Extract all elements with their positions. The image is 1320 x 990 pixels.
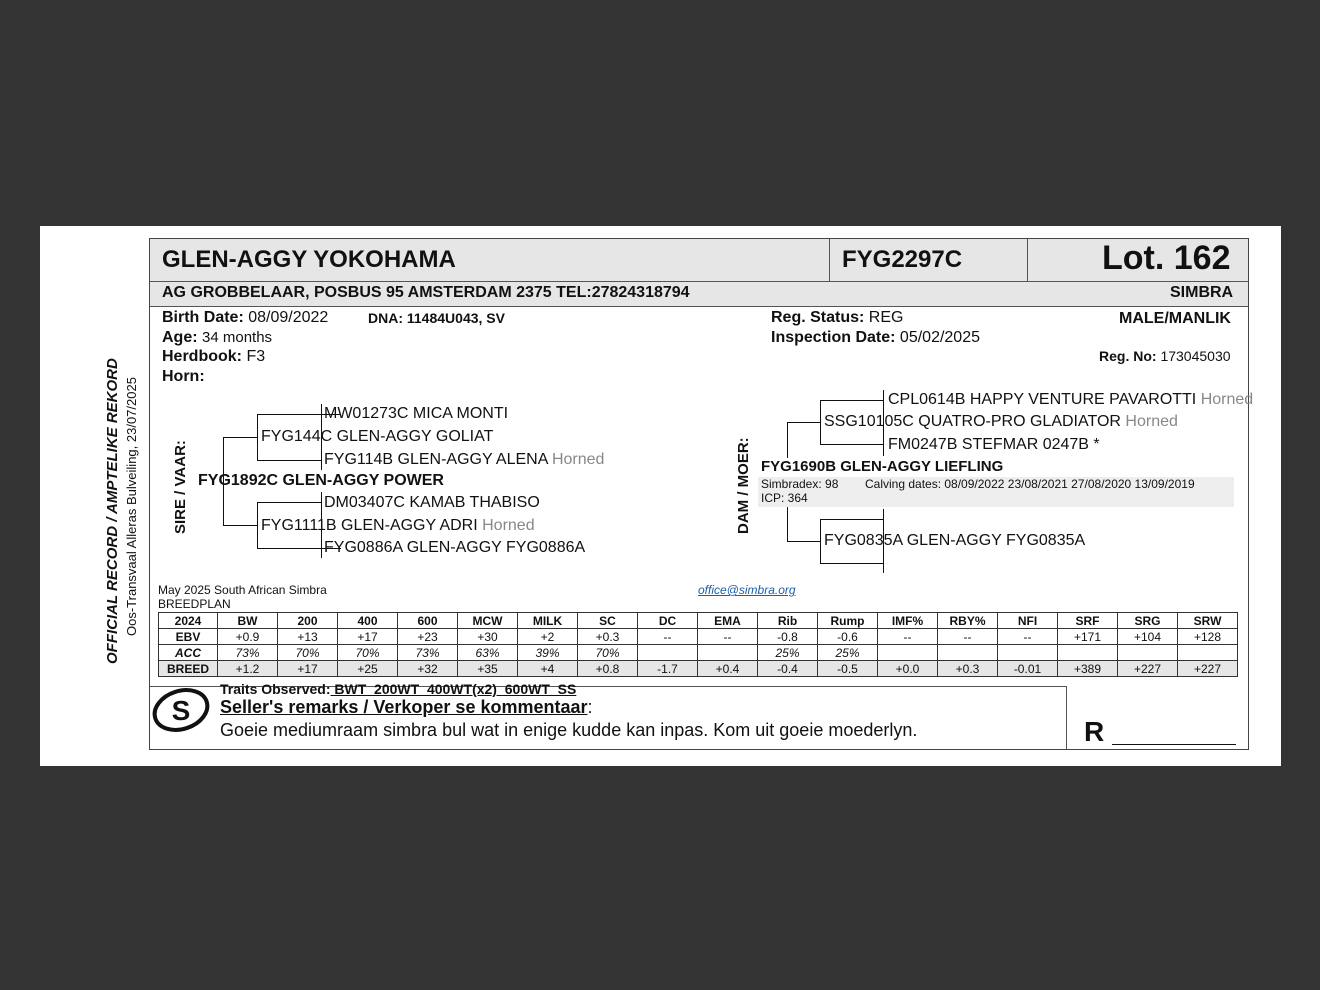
table-cell: +2 (518, 629, 578, 645)
icp: ICP: 364 (761, 491, 808, 505)
reg-no-value: 173045030 (1160, 348, 1231, 364)
table-cell: Rib (758, 613, 818, 629)
table-cell: -0.8 (758, 629, 818, 645)
table-cell: +35 (458, 661, 518, 677)
table-cell (878, 645, 938, 661)
table-cell: -- (938, 629, 998, 645)
tree-line (257, 414, 258, 460)
table-cell: SC (578, 613, 638, 629)
row-label-cell: ACC (159, 645, 218, 661)
official-record-label: OFFICIAL RECORD / AMPTELIKE REKORD (104, 358, 121, 664)
breeder-info: AG GROBBELAAR, POSBUS 95 AMSTERDAM 2375 TEL:27824318794 (162, 284, 690, 301)
dam-label: DAM / MOER: (735, 437, 752, 534)
table-cell (1178, 645, 1238, 661)
remarks-text: Goeie mediumraam simbra bul wat in enige kudde kan inpas. Kom uit goeie moederlyn. (220, 720, 918, 740)
animal-id: FYG2297C (842, 246, 963, 273)
table-cell: SRW (1178, 613, 1238, 629)
table-cell (698, 645, 758, 661)
table-cell: -0.01 (998, 661, 1058, 677)
breed-name: SIMBRA (1170, 284, 1234, 301)
tree-line (257, 502, 321, 503)
calving-dates: Calving dates: 08/09/2022 23/08/2021 27/08/2020 13/09/2019 (865, 477, 1195, 491)
sire-dam-dam: FYG0886A GLEN-AGGY FYG0886A (324, 539, 586, 556)
table-cell (1118, 645, 1178, 661)
dam-sire-sire (888, 391, 1253, 409)
table-cell: EMA (698, 613, 758, 629)
table-cell: +4 (518, 661, 578, 677)
row-label-cell: 2024 (159, 613, 218, 629)
table-row (159, 613, 1238, 629)
tree-line (223, 525, 257, 526)
table-cell (938, 645, 998, 661)
svg-text:S: S (171, 695, 191, 726)
sire-dam-name: FYG1111B GLEN-AGGY ADRI (261, 517, 478, 534)
table-cell: SRG (1118, 613, 1178, 629)
table-cell: 70% (338, 645, 398, 661)
sire-dam (261, 517, 535, 535)
r-line[interactable] (1112, 744, 1236, 745)
table-cell: +171 (1058, 629, 1118, 645)
table-cell: +17 (338, 629, 398, 645)
breedplan-date: May 2025 South African Simbra (158, 583, 327, 597)
table-cell: +0.3 (938, 661, 998, 677)
sire-sire-dam-name: FYG114B GLEN-AGGY ALENA (324, 451, 548, 468)
table-cell: BW (218, 613, 278, 629)
herdbook (162, 348, 265, 366)
tree-line (223, 437, 257, 438)
tree-line (820, 400, 884, 401)
birth-date-value: 08/09/2022 (248, 309, 329, 326)
horned-note: Horned (1125, 413, 1178, 430)
table-cell: -0.4 (758, 661, 818, 677)
sire-name: FYG1892C GLEN-AGGY POWER (198, 472, 444, 489)
horned-note: Horned (1200, 391, 1254, 408)
table-cell: MCW (458, 613, 518, 629)
table-cell: +227 (1178, 661, 1238, 677)
table-cell: RBY% (938, 613, 998, 629)
divider (1066, 686, 1067, 749)
traits-value: BWT 200WT 400WT(x2) 600WT SS (330, 681, 577, 697)
reg-no-label: Reg. No: (1099, 348, 1157, 364)
sire-dam-sire: DM03407C KAMAB THABISO (324, 494, 540, 511)
table-cell: +25 (338, 661, 398, 677)
table-cell: +23 (398, 629, 458, 645)
tree-line (820, 444, 884, 445)
table-row (159, 629, 1238, 645)
tree-line (787, 507, 788, 541)
table-cell: 25% (758, 645, 818, 661)
herdbook-value: F3 (246, 348, 266, 365)
horned-note: Horned (482, 517, 535, 534)
inspection-date-value: 05/02/2025 (899, 329, 980, 346)
table-cell: +0.4 (698, 661, 758, 677)
lot-number: Lot. 162 (1102, 239, 1231, 277)
table-cell: DC (638, 613, 698, 629)
tree-line (257, 502, 258, 548)
sale-name-label: Oos-Transvaal Alleras Bulveiling, 23/07/2025 (124, 377, 139, 636)
table-cell: -- (998, 629, 1058, 645)
reg-status-value: REG (868, 309, 904, 326)
sire-sire-sire: MW01273C MICA MONTI (324, 405, 509, 422)
sex: MALE/MANLIK (1119, 310, 1231, 327)
dam-sire (824, 413, 1178, 431)
reg-status-label: Reg. Status: (771, 309, 865, 326)
dam-dam: FYG0835A GLEN-AGGY FYG0835A (824, 532, 1086, 549)
simbradex: Simbradex: 98 (761, 477, 839, 491)
sire-sire: FYG144C GLEN-AGGY GOLIAT (261, 428, 494, 445)
remarks-title: Seller's remarks / Verkoper se kommentaar (220, 697, 588, 717)
dna-info: DNA: 11484U043, SV (368, 310, 505, 326)
remarks-colon: : (587, 697, 593, 717)
table-cell: 70% (578, 645, 638, 661)
table-cell: +227 (1118, 661, 1178, 677)
traits-label: Traits Observed: (220, 681, 331, 697)
table-cell: 200 (278, 613, 338, 629)
table-cell: +13 (278, 629, 338, 645)
sire-sire-dam (324, 451, 604, 469)
simbra-logo (150, 684, 212, 734)
reg-status (771, 309, 903, 327)
table-cell: 73% (218, 645, 278, 661)
table-cell: 25% (818, 645, 878, 661)
table-cell: +0.3 (578, 629, 638, 645)
tree-line (820, 563, 884, 564)
table-cell: -- (638, 629, 698, 645)
animal-name: GLEN-AGGY YOKOHAMA (162, 246, 456, 273)
table-cell: 39% (518, 645, 578, 661)
dam-sire-dam: FM0247B STEFMAR 0247B * (888, 436, 1100, 453)
table-cell: -1.7 (638, 661, 698, 677)
horn-label: Horn: (162, 368, 205, 385)
inspection-date-label: Inspection Date: (771, 329, 896, 346)
horned-note: Horned (551, 451, 605, 468)
dam-name: FYG1690B GLEN-AGGY LIEFLING (761, 458, 1004, 475)
ebv-table (158, 612, 1238, 677)
table-cell: 70% (278, 645, 338, 661)
table-cell: 63% (458, 645, 518, 661)
table-cell: +0.9 (218, 629, 278, 645)
table-cell: +32 (398, 661, 458, 677)
breedplan-label: BREEDPLAN (158, 597, 231, 611)
birth-date-label: Birth Date: (162, 309, 244, 326)
divider (150, 306, 1248, 307)
tree-line (820, 519, 884, 520)
age-label: Age: (162, 329, 198, 346)
tree-line (787, 422, 821, 423)
row-label-cell: EBV (159, 629, 218, 645)
tree-line (787, 422, 788, 458)
table-cell: +0.8 (578, 661, 638, 677)
table-cell: +389 (1058, 661, 1118, 677)
table-cell (638, 645, 698, 661)
table-cell: Rump (818, 613, 878, 629)
row-label-cell: BREED (159, 661, 218, 677)
table-cell: 73% (398, 645, 458, 661)
r-label: R (1084, 716, 1105, 747)
sire-label: SIRE / VAAR: (172, 440, 189, 534)
table-cell: +17 (278, 661, 338, 677)
tree-line (820, 519, 821, 563)
inspection-date (771, 329, 980, 347)
age (162, 329, 272, 347)
table-cell: +104 (1118, 629, 1178, 645)
reg-no (1099, 348, 1231, 364)
tree-line (257, 460, 321, 461)
table-cell: 400 (338, 613, 398, 629)
table-cell: IMF% (878, 613, 938, 629)
catalogue-card (40, 226, 1281, 766)
table-cell (998, 645, 1058, 661)
birth-date (162, 309, 328, 327)
table-cell: -- (698, 629, 758, 645)
email-link[interactable]: office@simbra.org (698, 583, 796, 597)
table-cell: MILK (518, 613, 578, 629)
table-row (159, 661, 1238, 677)
herdbook-label: Herdbook: (162, 348, 242, 365)
table-cell: +128 (1178, 629, 1238, 645)
tree-line (787, 541, 821, 542)
table-cell: NFI (998, 613, 1058, 629)
table-cell: -0.5 (818, 661, 878, 677)
table-cell (1058, 645, 1118, 661)
age-value: 34 months (202, 329, 273, 346)
table-cell: +1.2 (218, 661, 278, 677)
dam-sire-sire-name: CPL0614B HAPPY VENTURE PAVAROTTI (888, 391, 1197, 408)
table-cell: 600 (398, 613, 458, 629)
remarks-heading (220, 697, 593, 718)
table-row (159, 645, 1238, 661)
table-cell: +30 (458, 629, 518, 645)
traits-observed (220, 681, 576, 697)
table-cell: +0.0 (878, 661, 938, 677)
dam-sire-name: SSG10105C QUATRO-PRO GLADIATOR (824, 413, 1121, 430)
table-cell: -- (878, 629, 938, 645)
table-cell: -0.6 (818, 629, 878, 645)
table-cell: SRF (1058, 613, 1118, 629)
